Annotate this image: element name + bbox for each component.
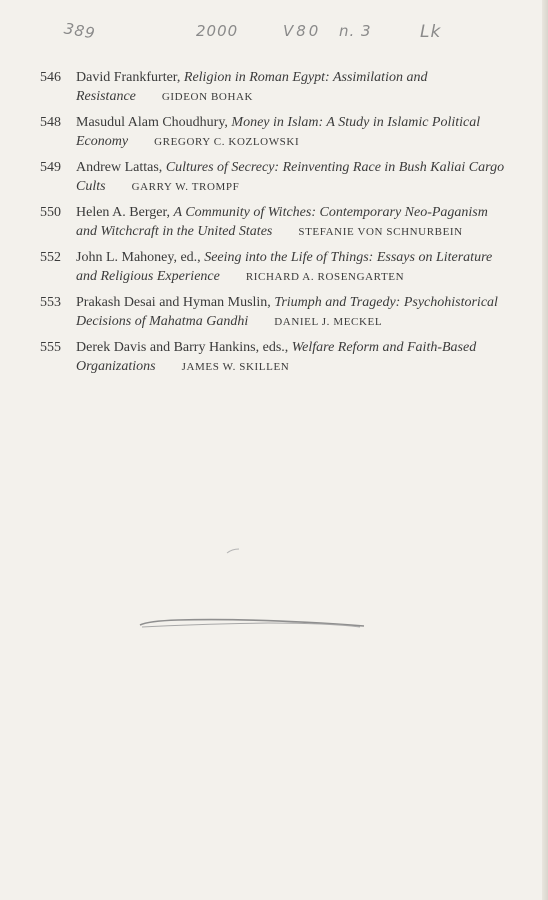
entry-title: Money in Islam: A Study in Islamic Political Economy	[76, 115, 481, 149]
handwritten-volume: V80	[283, 22, 322, 40]
entry-text	[76, 158, 510, 197]
entry-text	[76, 293, 510, 332]
entry-author: Helen A. Berger,	[76, 205, 174, 220]
entry-author: Andrew Lattas,	[76, 160, 166, 175]
pencil-tick	[226, 548, 240, 554]
entry-reviewer: STEFANIE VON SCHNURBEIN	[298, 226, 463, 238]
page-number: 549	[40, 160, 61, 175]
handwritten-initials: Lk	[420, 22, 442, 42]
toc-entry	[40, 158, 510, 197]
handwritten-year: 2000	[196, 22, 239, 40]
entry-reviewer: GIDEON BOHAK	[161, 91, 254, 103]
handwritten-annotation	[0, 16, 548, 52]
entry-author: David Frankfurter,	[76, 70, 184, 85]
entry-title: Triumph and Tragedy: Psychohistorical Decisions of Mahatma Gandhi	[76, 295, 498, 329]
entry-reviewer: GARRY W. TROMPF	[131, 181, 240, 193]
page-number: 546	[40, 70, 61, 85]
toc-entry	[40, 248, 510, 287]
entry-reviewer: GREGORY C. KOZLOWSKI	[154, 136, 300, 148]
entry-title: A Community of Witches: Contemporary Neo-Paganism and Witchcraft in the United States	[76, 205, 488, 239]
entry-reviewer: DANIEL J. MECKEL	[274, 316, 383, 328]
toc-entry	[40, 203, 510, 242]
toc-entry	[40, 293, 510, 332]
toc-entry	[40, 338, 510, 377]
entry-reviewer: RICHARD A. ROSENGARTEN	[245, 271, 405, 283]
entry-text	[76, 248, 510, 287]
entry-author: Masudul Alam Choudhury,	[76, 115, 232, 130]
page-edge	[542, 0, 548, 900]
entry-title: Cultures of Secrecy: Reinventing Race in Bush Kaliai Cargo Cults	[76, 160, 505, 194]
table-of-contents	[40, 68, 510, 383]
entry-text	[76, 68, 510, 107]
toc-entry	[40, 68, 510, 107]
entry-author: Derek Davis and Barry Hankins, eds.,	[76, 340, 292, 355]
entry-author: John L. Mahoney, ed.,	[76, 250, 205, 265]
entry-title: Religion in Roman Egypt: Assimilation and Resistance	[76, 70, 428, 104]
entry-text	[76, 113, 510, 152]
entry-title: Welfare Reform and Faith-Based Organizations	[76, 340, 477, 374]
page-number: 550	[40, 205, 61, 220]
page-number: 553	[40, 295, 61, 310]
page-number: 555	[40, 340, 61, 355]
toc-entry	[40, 113, 510, 152]
entry-author: Prakash Desai and Hyman Muslin,	[76, 295, 275, 310]
handwritten-number: 389	[62, 19, 97, 43]
entry-text	[76, 203, 510, 242]
handwritten-issue: n. 3	[339, 22, 372, 40]
page-number: 548	[40, 115, 61, 130]
entry-reviewer: JAMES W. SKILLEN	[181, 361, 290, 373]
entry-text	[76, 338, 510, 377]
page-number: 552	[40, 250, 61, 265]
pencil-underline	[138, 615, 366, 633]
entry-title: Seeing into the Life of Things: Essays on Literature and Religious Experience	[76, 250, 493, 284]
